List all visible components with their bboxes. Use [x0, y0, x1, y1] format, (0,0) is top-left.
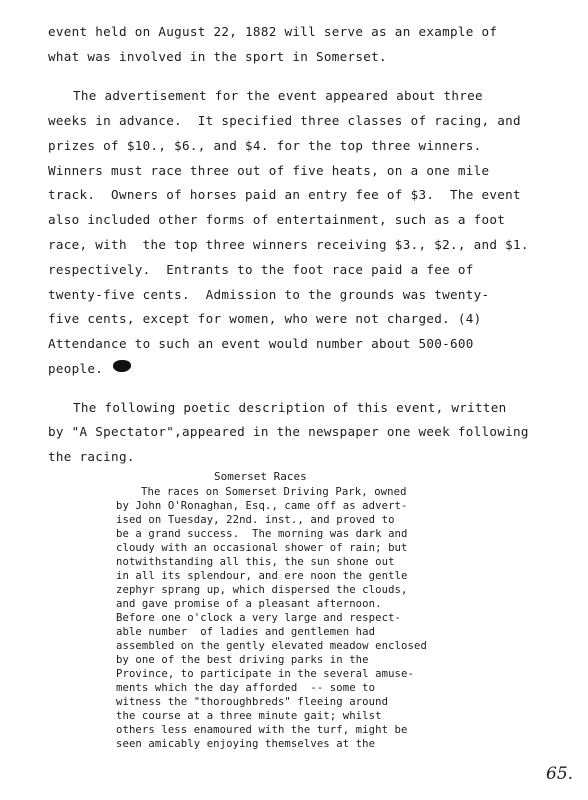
paragraph-2-line: Winners must race three out of five heats, on a one mile: [48, 163, 490, 178]
quote-line: able number of ladies and gentlemen had: [116, 626, 376, 638]
paragraph-3-line: the racing.: [48, 449, 135, 464]
quote-line: by one of the best driving parks in the: [116, 654, 369, 666]
paragraph-2-line: weeks in advance. It specified three classes of racing, and: [48, 113, 521, 128]
quote-line: seen amicably enjoying themselves at the: [116, 738, 376, 750]
paragraph-3-line: The following poetic description of this event, written: [73, 400, 507, 415]
quote-line: be a grand success. The morning was dark and: [116, 528, 408, 540]
quote-line: ments which the day afforded -- some to: [116, 682, 376, 694]
quote-line: zephyr sprang up, which dispersed the clouds,: [116, 584, 408, 596]
quote-line: in all its splendour, and ere noon the gentle: [116, 570, 408, 582]
paragraph-2-line: race, with the top three winners receiving $3., $2., and $1.: [48, 237, 529, 252]
ink-blot: [113, 360, 131, 372]
page-number: 65.: [546, 764, 574, 784]
quote-line: assembled on the gently elevated meadow enclosed: [116, 640, 427, 652]
quote-line: notwithstanding all this, the sun shone out: [116, 556, 395, 568]
paragraph-2-line: also included other forms of entertainment, such as a foot: [48, 212, 506, 227]
quote-line: cloudy with an occasional shower of rain; but: [116, 542, 408, 554]
quote-line: and gave promise of a pleasant afternoon.: [116, 598, 382, 610]
quote-line: ised on Tuesday, 22nd. inst., and proved to: [116, 514, 395, 526]
paragraph-2-line: track. Owners of horses paid an entry fee of $3. The event: [48, 187, 521, 202]
quote-line: the course at a three minute gait; whilst: [116, 710, 382, 722]
paragraph-2-line: The advertisement for the event appeared about three: [73, 88, 483, 103]
paragraph-2-line: prizes of $10., $6., and $4. for the top three winners.: [48, 138, 482, 153]
paragraph-2-line: twenty-five cents. Admission to the grounds was twenty-: [48, 287, 490, 302]
paragraph-2-line: Attendance to such an event would number about 500-600: [48, 336, 474, 351]
quote-title: Somerset Races: [214, 470, 307, 483]
paragraph-2-line: respectively. Entrants to the foot race paid a fee of: [48, 262, 474, 277]
quote-line: witness the "thoroughbreds" fleeing around: [116, 696, 389, 708]
quote-line: by John O'Ronaghan, Esq., came off as advert-: [116, 500, 408, 512]
paragraph-2-line: five cents, except for women, who were not charged. (4): [48, 311, 482, 326]
paragraph-2-line: people.: [48, 361, 104, 376]
paragraph-1-line: event held on August 22, 1882 will serve as an example of: [48, 24, 498, 39]
quote-line: Before one o'clock a very large and respect-: [116, 612, 402, 624]
paragraph-3-line: by "A Spectator",appeared in the newspaper one week following: [48, 424, 529, 439]
quote-line: Province, to participate in the several amuse-: [116, 668, 414, 680]
quote-line: The races on Somerset Driving Park, owned: [141, 486, 407, 498]
quote-line: others less enamoured with the turf, might be: [116, 724, 408, 736]
paragraph-1-line: what was involved in the sport in Somerset.: [48, 49, 387, 64]
